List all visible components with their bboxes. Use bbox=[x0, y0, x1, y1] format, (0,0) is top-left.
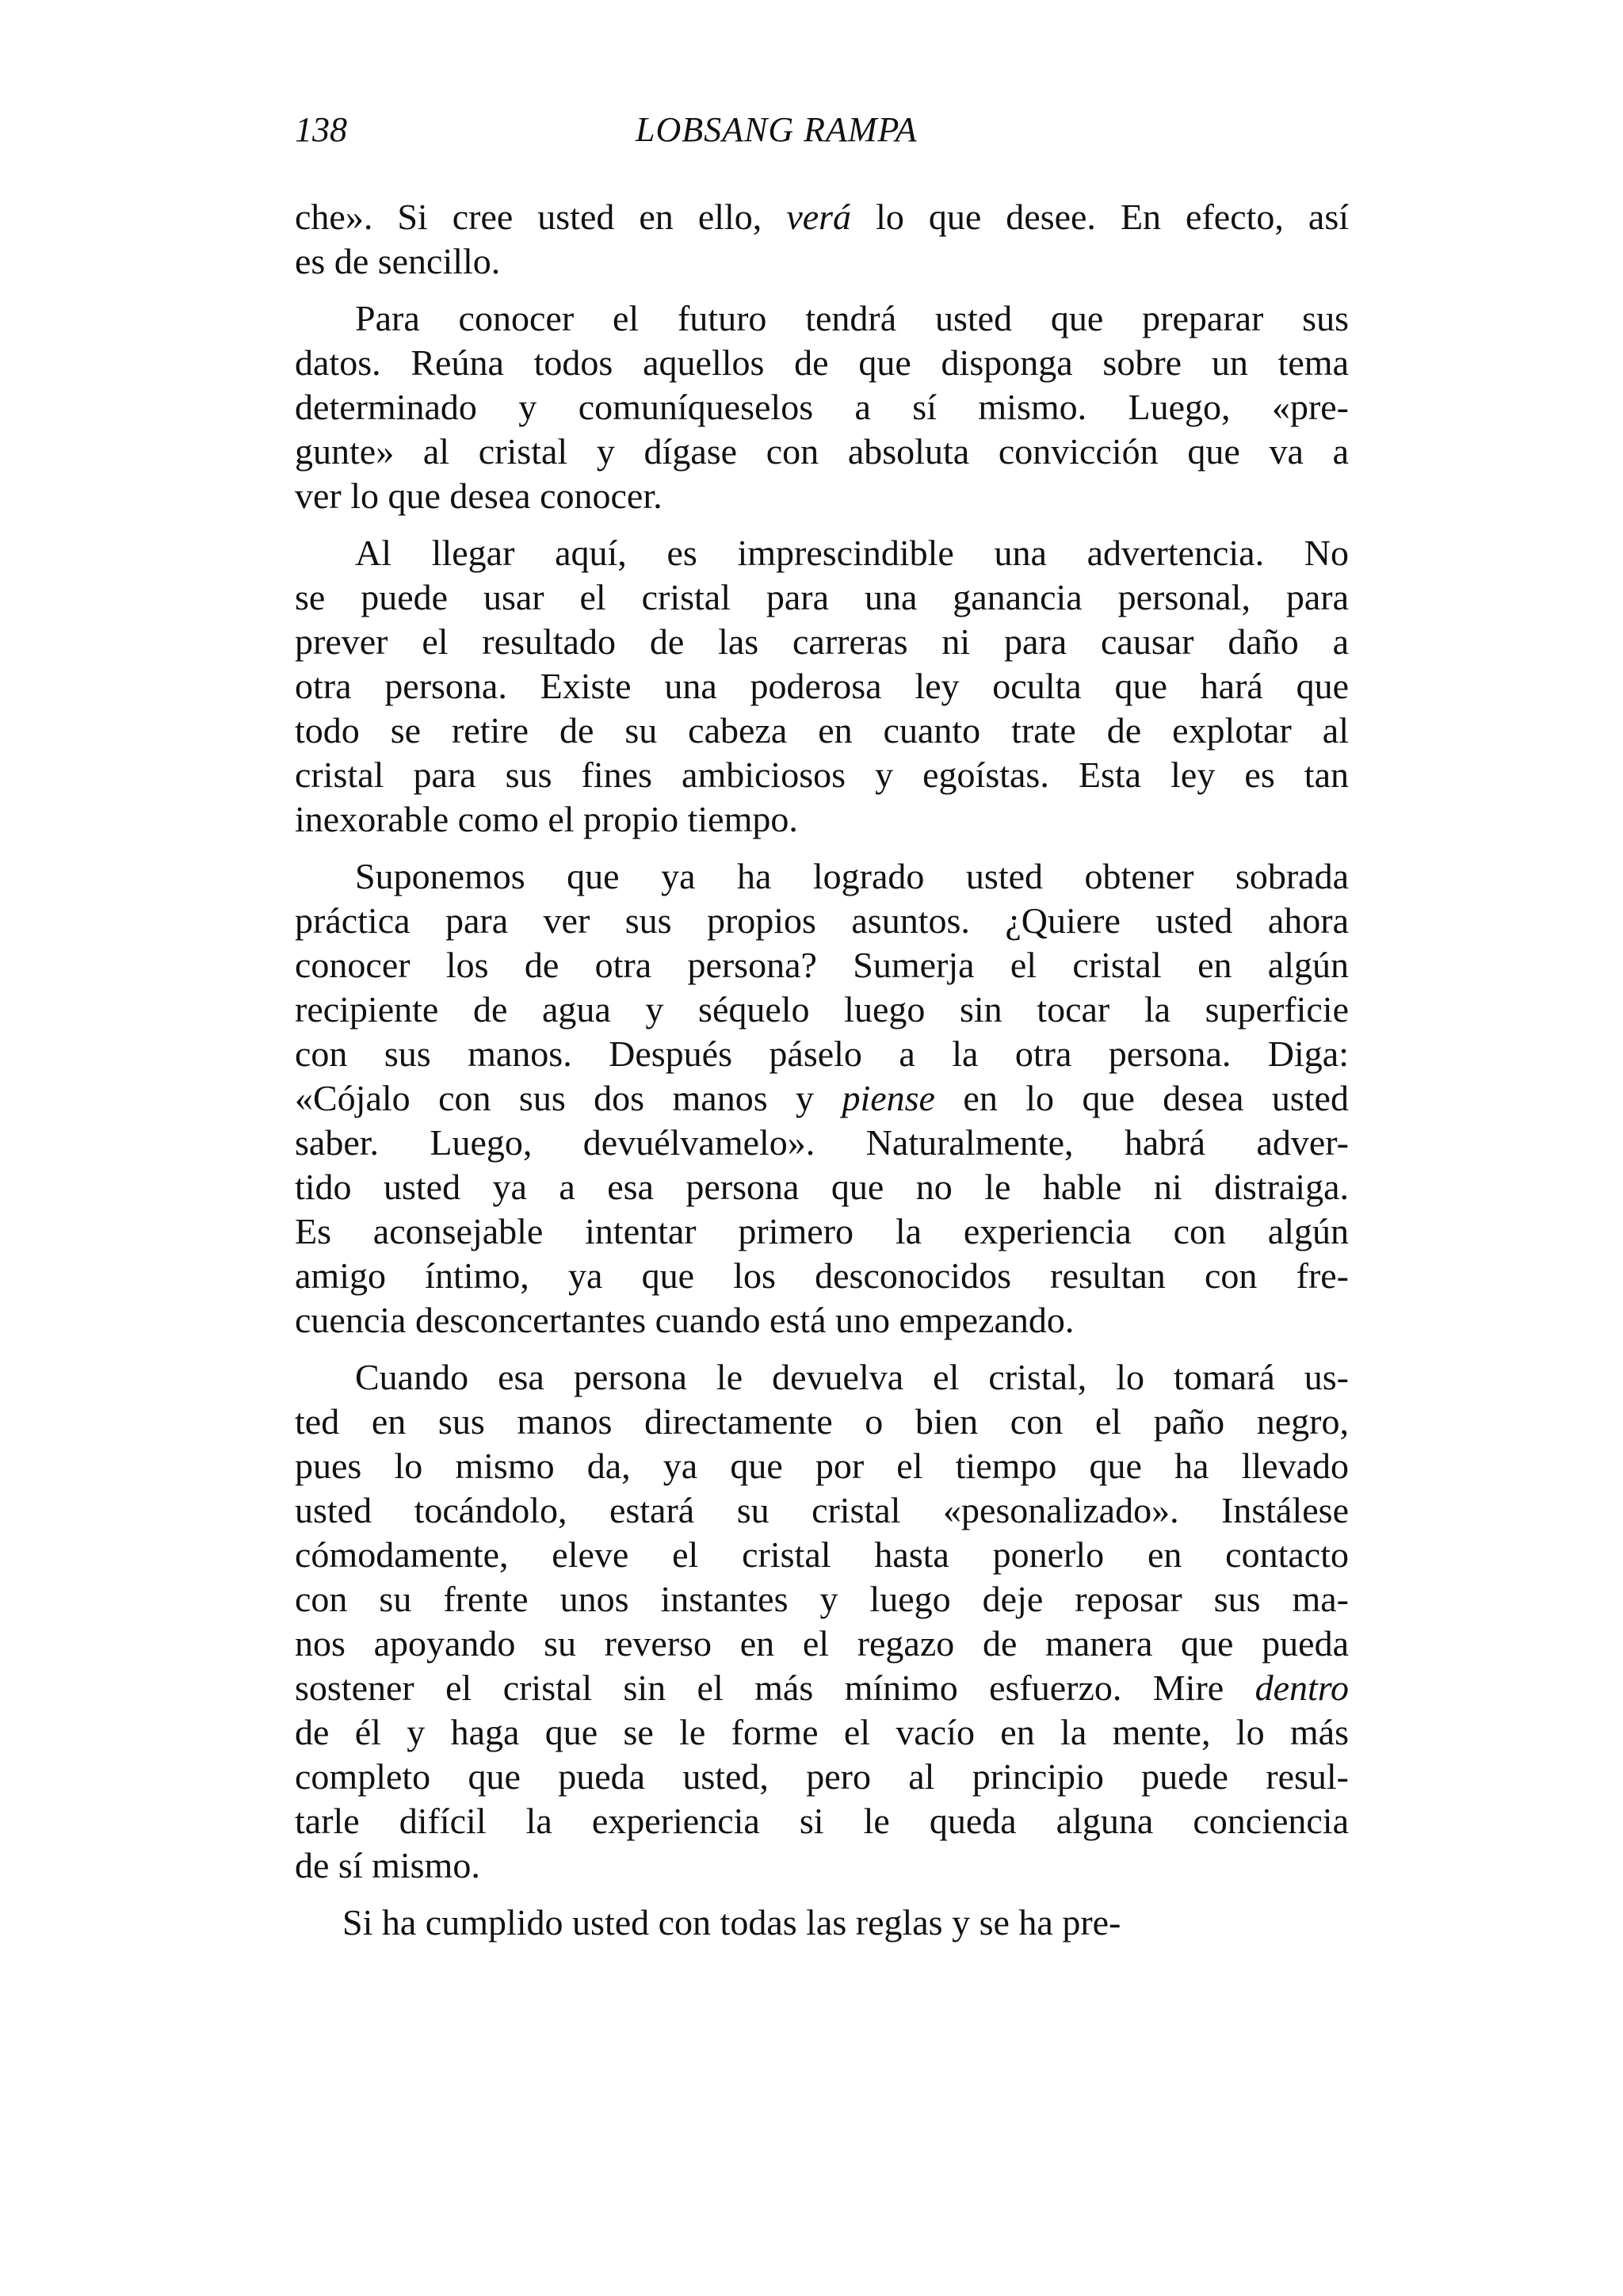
text-run: otra persona. Existe una poderosa ley oculta que hará que bbox=[295, 666, 1349, 706]
paragraph bbox=[295, 854, 1349, 1343]
text-run: Cuando esa persona le devuelva el cristal, lo tomará us- bbox=[355, 1357, 1349, 1397]
text-run: tarle difícil la experiencia si le queda alguna conciencia bbox=[295, 1801, 1349, 1841]
text-run: cristal para sus fines ambiciosos y egoístas. Esta ley es tan bbox=[295, 755, 1349, 795]
text-line bbox=[295, 943, 1349, 988]
text-line bbox=[295, 239, 1349, 284]
text-run: saber. Luego, devuélvamelo». Naturalmente, habrá adver- bbox=[295, 1122, 1349, 1163]
text-run: che». Si cree usted en ello, bbox=[295, 197, 787, 237]
text-run: con sus manos. Después páselo a la otra persona. Diga: bbox=[295, 1033, 1349, 1074]
text-line bbox=[295, 1710, 1349, 1755]
emphasis-run: dentro bbox=[1254, 1668, 1349, 1708]
text-run: cuencia desconcertantes cuando está uno empezando. bbox=[295, 1300, 1075, 1340]
text-run: Si ha cumplido usted con todas las reglas y se ha pre- bbox=[342, 1902, 1121, 1943]
paragraph bbox=[295, 1901, 1349, 1945]
text-line bbox=[295, 1799, 1349, 1843]
text-run: todo se retire de su cabeza en cuanto trate de explotar al bbox=[295, 710, 1349, 751]
text-line bbox=[295, 575, 1349, 620]
text-line bbox=[295, 620, 1349, 664]
text-run: de él y haga que se le forme el vacío en la mente, lo más bbox=[295, 1712, 1349, 1752]
text-line bbox=[295, 1843, 1349, 1888]
text-run: amigo íntimo, ya que los desconocidos resultan con fre- bbox=[295, 1255, 1349, 1296]
text-run: datos. Reúna todos aquellos de que disponga sobre un tema bbox=[295, 342, 1349, 383]
text-line bbox=[295, 1533, 1349, 1577]
text-run: prever el resultado de las carreras ni para causar daño a bbox=[295, 621, 1349, 662]
text-run: sostener el cristal sin el más mínimo esfuerzo. Mire bbox=[295, 1668, 1255, 1708]
text-run: Para conocer el futuro tendrá usted que preparar sus bbox=[355, 298, 1349, 338]
text-line bbox=[295, 1488, 1349, 1533]
text-line bbox=[295, 1444, 1349, 1488]
text-run: Suponemos que ya ha logrado usted obtener sobrada bbox=[355, 856, 1349, 896]
text-line bbox=[295, 797, 1349, 842]
page-number: 138 bbox=[295, 110, 347, 149]
text-run: usted tocándolo, estará su cristal «pesonalizado». Instálese bbox=[295, 1490, 1349, 1530]
text-line bbox=[295, 753, 1349, 797]
body-text bbox=[295, 195, 1349, 1958]
text-line bbox=[295, 1577, 1349, 1622]
text-run: cómodamente, eleve el cristal hasta ponerlo en contacto bbox=[295, 1534, 1349, 1575]
paragraph bbox=[295, 195, 1349, 284]
emphasis-run: verá bbox=[786, 197, 852, 237]
text-run: «Cójalo con sus dos manos y bbox=[295, 1078, 842, 1118]
text-run: Es aconsejable intentar primero la experiencia con algún bbox=[295, 1211, 1349, 1251]
text-line bbox=[295, 341, 1349, 385]
text-run: tido usted ya a esa persona que no le hable ni distraiga. bbox=[295, 1167, 1349, 1207]
text-run: práctica para ver sus propios asuntos. ¿Quiere usted ahora bbox=[295, 900, 1349, 941]
text-run: ted en sus manos directamente o bien con el paño negro, bbox=[295, 1401, 1349, 1442]
text-run: se puede usar el cristal para una ganancia personal, para bbox=[295, 577, 1349, 617]
text-line bbox=[295, 1254, 1349, 1298]
text-line bbox=[295, 1901, 1349, 1945]
running-title: LOBSANG RAMPA bbox=[636, 110, 918, 149]
text-line bbox=[295, 474, 1349, 518]
text-line bbox=[295, 1076, 1349, 1121]
text-line bbox=[295, 854, 1349, 899]
text-line bbox=[295, 1666, 1349, 1710]
text-run: ver lo que desea conocer. bbox=[295, 476, 663, 516]
text-line bbox=[295, 899, 1349, 943]
text-run: con su frente unos instantes y luego deje reposar sus ma- bbox=[295, 1579, 1349, 1619]
text-line bbox=[295, 664, 1349, 709]
text-line bbox=[295, 1400, 1349, 1444]
text-line bbox=[295, 1121, 1349, 1165]
text-line bbox=[295, 1622, 1349, 1666]
text-line bbox=[295, 385, 1349, 430]
text-line bbox=[295, 430, 1349, 474]
text-run: gunte» al cristal y dígase con absoluta convicción que va a bbox=[295, 431, 1349, 472]
text-line bbox=[295, 1209, 1349, 1254]
paragraph bbox=[295, 296, 1349, 518]
text-run: inexorable como el propio tiempo. bbox=[295, 799, 798, 839]
text-run: lo que desee. En efecto, así bbox=[851, 197, 1349, 237]
text-line bbox=[295, 195, 1349, 239]
paragraph bbox=[295, 1355, 1349, 1888]
text-line bbox=[295, 296, 1349, 341]
text-run: pues lo mismo da, ya que por el tiempo que ha llevado bbox=[295, 1446, 1349, 1486]
text-line bbox=[295, 1165, 1349, 1209]
text-run: nos apoyando su reverso en el regazo de manera que pueda bbox=[295, 1623, 1349, 1664]
text-line bbox=[295, 531, 1349, 575]
text-run: determinado y comuníqueselos a sí mismo. Luego, «pre- bbox=[295, 387, 1349, 427]
text-line bbox=[295, 1755, 1349, 1799]
text-run: completo que pueda usted, pero al principio puede resul- bbox=[295, 1756, 1349, 1797]
text-line bbox=[295, 709, 1349, 753]
emphasis-run: piense bbox=[842, 1078, 935, 1118]
text-run: conocer los de otra persona? Sumerja el cristal en algún bbox=[295, 945, 1349, 985]
text-run: es de sencillo. bbox=[295, 241, 501, 281]
text-line bbox=[295, 988, 1349, 1032]
text-line bbox=[295, 1032, 1349, 1076]
text-run: de sí mismo. bbox=[295, 1845, 480, 1885]
text-run: recipiente de agua y séquelo luego sin tocar la superficie bbox=[295, 989, 1349, 1030]
text-run: en lo que desea usted bbox=[934, 1078, 1349, 1118]
text-line bbox=[295, 1355, 1349, 1400]
text-run: Al llegar aquí, es imprescindible una advertencia. No bbox=[355, 533, 1349, 573]
paragraph bbox=[295, 531, 1349, 842]
page-header bbox=[295, 109, 1349, 157]
text-line bbox=[295, 1298, 1349, 1343]
